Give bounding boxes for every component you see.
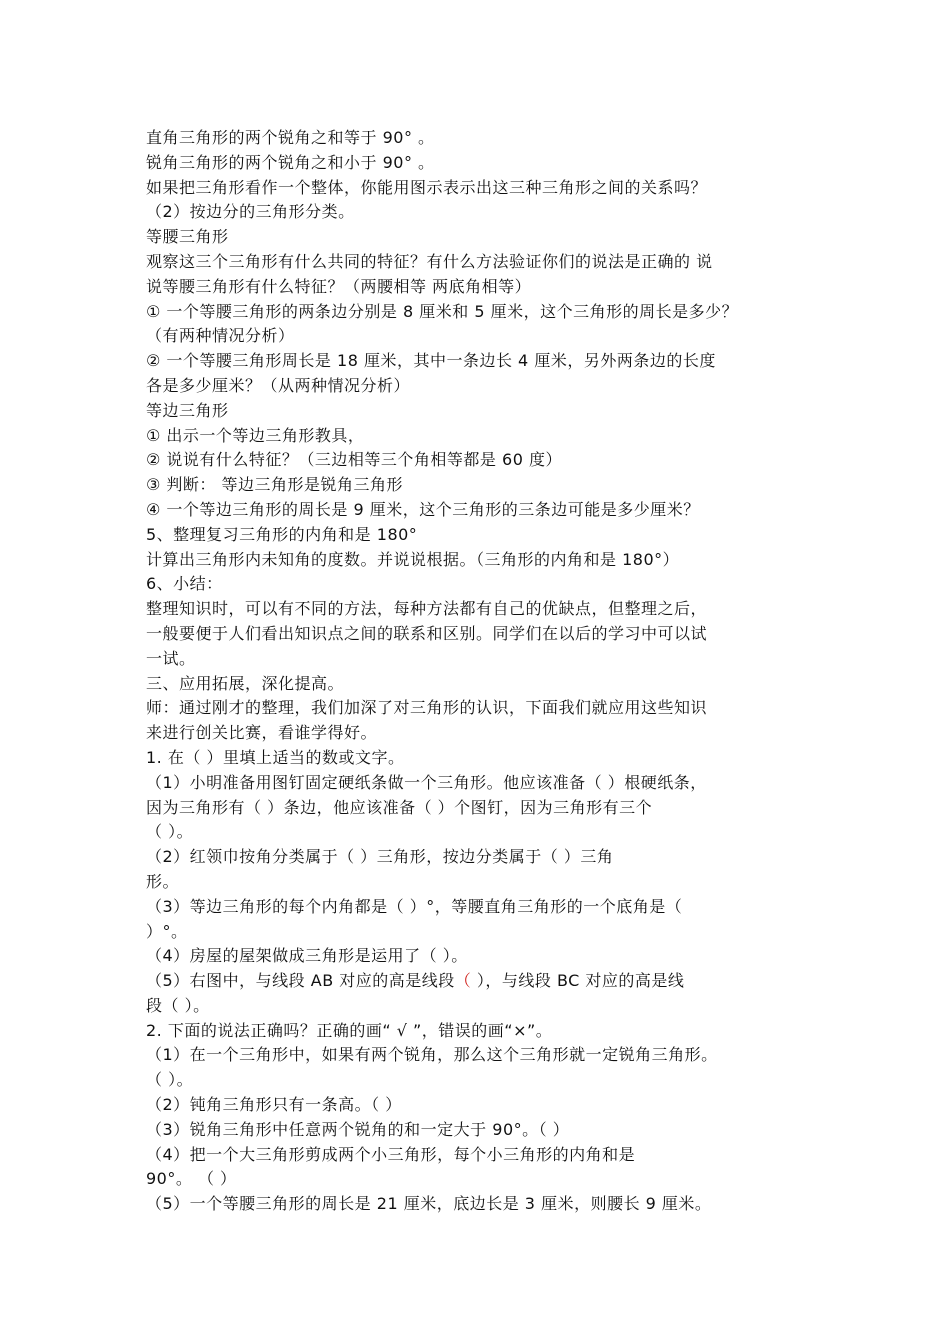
text-line: （ ）。 bbox=[146, 822, 194, 842]
document-body bbox=[146, 126, 816, 1217]
text-line: 一般要便于人们看出知识点之间的联系和区别。同学们在以后的学习中可以试 bbox=[146, 623, 708, 643]
text-segment: （5）右图中，与线段 AB 对应的高是线段 bbox=[146, 971, 455, 991]
text-line: （4）房屋的屋架做成三角形是运用了（ ）。 bbox=[146, 946, 468, 966]
red-paren: （ bbox=[454, 971, 472, 991]
text-line: （2）按边分的三角形分类。 bbox=[146, 202, 355, 222]
text-line: 一试。 bbox=[146, 648, 196, 668]
text-line: 如果把三角形看作一个整体，你能用图示表示出这三种三角形之间的关系吗？ bbox=[146, 177, 708, 197]
text-line: 形。 bbox=[146, 871, 180, 891]
text-line: ④ 一个等边三角形的周长是 9 厘米，这个三角形的三条边可能是多少厘米？ bbox=[146, 499, 700, 519]
text-line: （1）小明准备用图钉固定硬纸条做一个三角形。他应该准备（ ）根硬纸条， bbox=[146, 772, 707, 792]
exercise-heading: 1. 在（ ）里填上适当的数或文字。 bbox=[146, 747, 405, 767]
text-line: ② 说说有什么特征？（三边相等三个角相等都是 60 度） bbox=[146, 450, 562, 470]
text-line: （3）等边三角形的每个内角都是（ ）°，等腰直角三角形的一个底角是（ bbox=[146, 896, 683, 916]
text-line: （ ）。 bbox=[146, 1070, 194, 1090]
text-line: ① 出示一个等边三角形教具， bbox=[146, 425, 365, 445]
text-line: 锐角三角形的两个锐角之和小于 90° 。 bbox=[146, 152, 435, 172]
text-line: （4）把一个大三角形剪成两个小三角形，每个小三角形的内角和是 bbox=[146, 1144, 636, 1164]
text-line: 因为三角形有（ ）条边，他应该准备（ ）个图钉，因为三角形有三个 bbox=[146, 797, 653, 817]
text-line: 观察这三个三角形有什么共同的特征？有什么方法验证你们的说法是正确的 说 bbox=[146, 251, 713, 271]
section-heading: 等腰三角形 bbox=[146, 227, 229, 247]
exercise-heading: 2. 下面的说法正确吗？正确的画“ √ ”，错误的画“×”。 bbox=[146, 1020, 553, 1040]
text-line: （有两种情况分析） bbox=[146, 326, 295, 346]
text-line: （1）在一个三角形中，如果有两个锐角，那么这个三角形就一定锐角三角形。 bbox=[146, 1045, 718, 1065]
text-line: ① 一个等腰三角形的两条边分别是 8 厘米和 5 厘米，这个三角形的周长是多少？ bbox=[146, 301, 739, 321]
section-heading: 等边三角形 bbox=[146, 400, 229, 420]
text-line: 计算出三角形内未知角的度数。并说说根据。（三角形的内角和是 180°） bbox=[146, 549, 680, 569]
text-line: 90°。 （ ） bbox=[146, 1169, 237, 1189]
text-line bbox=[146, 969, 816, 994]
text-line: 直角三角形的两个锐角之和等于 90° 。 bbox=[146, 128, 435, 147]
text-line: 师：通过刚才的整理，我们加深了对三角形的认识，下面我们就应用这些知识 bbox=[146, 698, 708, 718]
text-line: （2）钝角三角形只有一条高。（ ） bbox=[146, 1095, 402, 1115]
text-line: 说等腰三角形有什么特征？（两腰相等 两底角相等） bbox=[146, 276, 532, 296]
text-line: ③ 判断： 等边三角形是锐角三角形 bbox=[146, 475, 404, 495]
section-heading: 5、整理复习三角形的内角和是 180° bbox=[146, 524, 418, 544]
text-line: （2）红领巾按角分类属于（ ）三角形，按边分类属于（ ）三角 bbox=[146, 847, 614, 867]
text-line: 整理知识时，可以有不同的方法，每种方法都有自己的优缺点，但整理之后， bbox=[146, 599, 708, 619]
text-line: （5）一个等腰三角形的周长是 21 厘米，底边长是 3 厘米，则腰长 9 厘米。 bbox=[146, 1194, 712, 1214]
text-line: 各是多少厘米？（从两种情况分析） bbox=[146, 375, 411, 395]
section-heading: 6、小结： bbox=[146, 574, 223, 594]
text-line: （3）锐角三角形中任意两个锐角的和一定大于 90°。（ ） bbox=[146, 1119, 570, 1139]
text-line: 段（ ）。 bbox=[146, 995, 210, 1015]
section-heading: 三、应用拓展，深化提高。 bbox=[146, 673, 345, 693]
text-line: ）°。 bbox=[146, 921, 188, 941]
text-segment: ），与线段 BC 对应的高是线 bbox=[471, 971, 685, 991]
text-line: ② 一个等腰三角形周长是 18 厘米，其中一条边长 4 厘米，另外两条边的长度 bbox=[146, 351, 716, 371]
text-line: 来进行创关比赛，看谁学得好。 bbox=[146, 723, 378, 743]
